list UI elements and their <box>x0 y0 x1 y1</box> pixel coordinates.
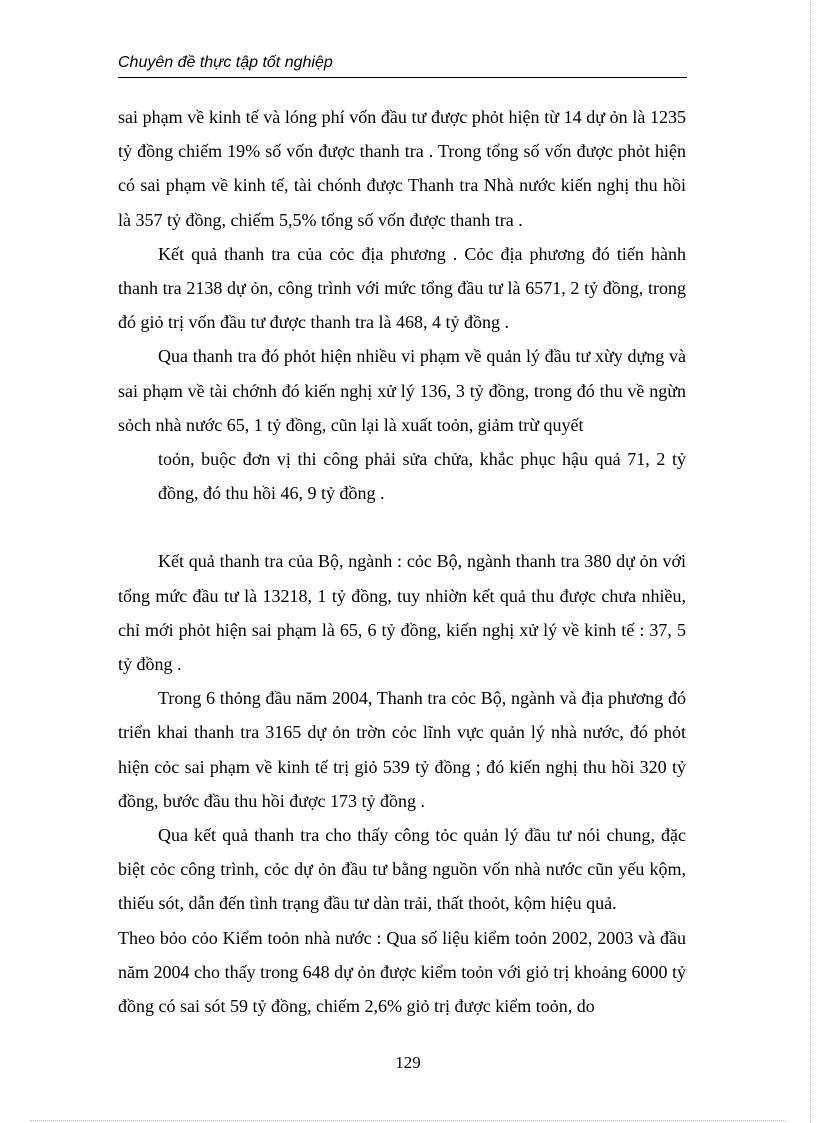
paragraph-1: sai phạm về kinh tế và lóng phí vốn đầu tư được phỏt hiện từ 14 dự ỏn là 1235 tỷ đồng chiếm 19% số vốn được thanh tra . Trong tổng số vốn được phỏt hiện có sai phạm về kinh tế, tài chónh được Thanh tra Nhà nước kiến nghị thu hồi là 357 tỷ đồng, chiếm 5,5% tổng số vốn được thanh tra . <box>118 107 686 230</box>
paragraph-3: Qua thanh tra đó phỏt hiện nhiều vi phạm về quản lý đầu tư xừy dựng và sai phạm về tài chớnh đó kiến nghị xử lý 136, 3 tỷ đồng, trong đó thu về ngừn sỏch nhà nước 65, 1 tỷ đồng, cũn lại là xuất toỏn, giảm trừ quyết <box>118 346 686 435</box>
paragraph-2: Kết quả thanh tra của cỏc địa phương . Cỏc địa phương đó tiến hành thanh tra 2138 dự ỏn, công trình với mức tổng đầu tư là 6571, 2 tỷ đồng, trong đó giỏ trị vốn đầu tư được thanh tra là 468, 4 tỷ đồng . <box>118 243 686 333</box>
header-rule <box>118 77 687 78</box>
body-text <box>118 100 686 1023</box>
paragraph-gap <box>118 510 686 544</box>
page-border-right <box>810 0 811 1123</box>
paragraph-7: Qua kết quả thanh tra cho thấy công tỏc quản lý đầu tư nói chung, đặc biệt cỏc công trình, cỏc dự ỏn đầu tư bằng nguồn vốn nhà nước cũn yếu kộm, thiếu sót, dẫn đến tình trạng đầu tư dàn trải, thất thoỏt, kộm hiệu quả. <box>118 825 686 914</box>
running-header: Chuyên đề thực tập tốt nghiệp <box>118 54 333 71</box>
paragraph-6: Trong 6 thỏng đầu năm 2004, Thanh tra cỏc Bộ, ngành và địa phương đó triển khai thanh tra 3165 dự ỏn trờn cỏc lĩnh vực quản lý nhà nước, đó phỏt hiện cỏc sai phạm về kinh tế trị giỏ 539 tỷ đồng ; đó kiến nghị thu hồi 320 tỷ đồng, bước đầu thu hồi được 173 tỷ đồng . <box>118 688 686 811</box>
paragraph-5: Kết quả thanh tra của Bộ, ngành : cỏc Bộ, ngành thanh tra 380 dự ỏn với tổng mức đầu tư là 13218, 1 tỷ đồng, tuy nhiờn kết quả thu được chưa nhiều, chỉ mới phỏt hiện sai phạm là 65, 6 tỷ đồng, kiến nghị xử lý về kinh tế : 37, 5 tỷ đồng . <box>118 551 686 675</box>
paragraph-8: Theo bỏo cỏo Kiểm toỏn nhà nước : Qua số liệu kiểm toỏn 2002, 2003 và đầu năm 2004 cho thấy trong 648 dự ỏn được kiểm toỏn với giỏ trị khoảng 6000 tỷ đồng có sai sót 59 tỷ đồng, chiếm 2,6% giỏ trị được kiểm toỏn, do <box>118 927 686 1017</box>
page-number: 129 <box>395 1053 421 1072</box>
page-border-bottom <box>30 1120 786 1121</box>
paragraph-4: toỏn, buộc đơn vị thi công phải sửa chửa, khắc phục hậu quả 71, 2 tỷ đồng, đó thu hồi 46, 9 tỷ đồng . <box>158 449 686 504</box>
